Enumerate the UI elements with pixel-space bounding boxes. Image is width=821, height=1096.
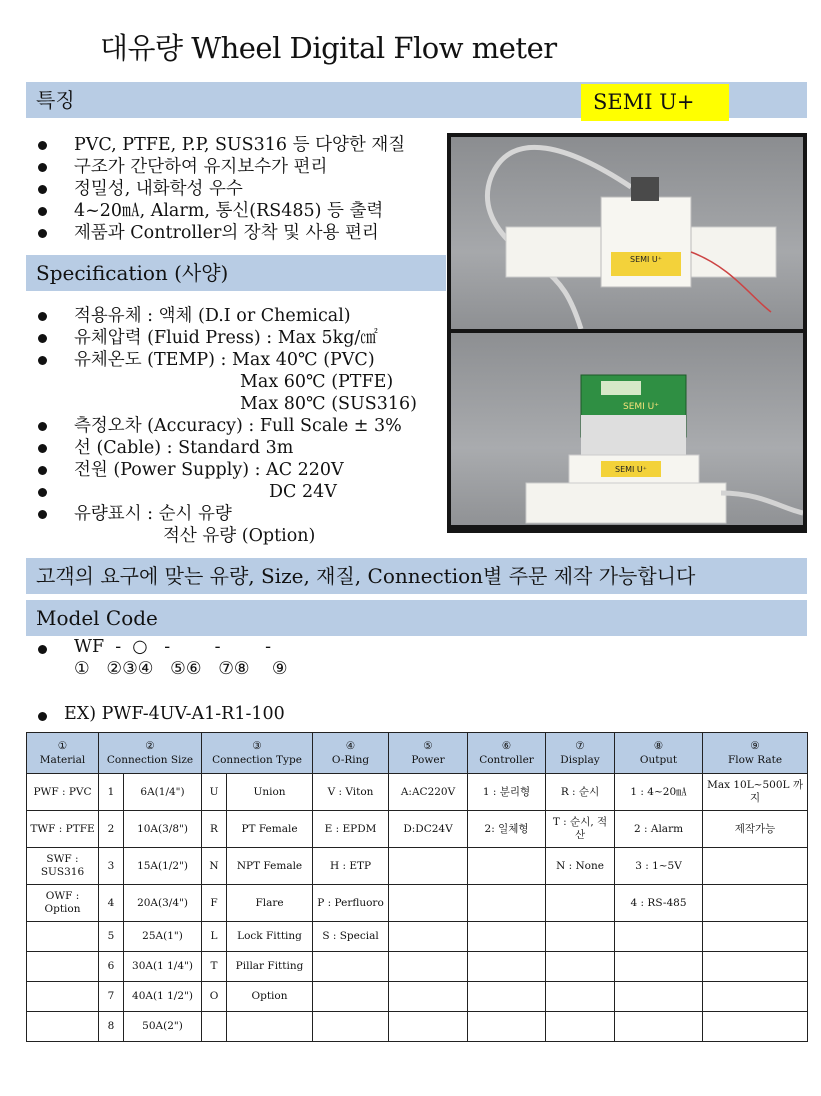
header-label: Material [39, 754, 86, 766]
cell-type-code: O [202, 982, 227, 1012]
cell-type: NPT Female [227, 848, 313, 885]
cell-type-code: U [202, 774, 227, 811]
header-connection-type [202, 733, 313, 774]
header-num: ⑥ [501, 740, 512, 752]
list-item-text: PVC, PTFE, P.P, SUS316 등 다양한 재질 [74, 135, 406, 155]
photo-label-text: SEMI U⁺ [629, 255, 663, 264]
spec-power-dc: DC 24V [269, 482, 337, 502]
cell-o-ring [313, 1012, 389, 1042]
cell-controller [468, 982, 546, 1012]
cell-size: 40A(1 1/2") [124, 982, 202, 1012]
cell-controller [468, 922, 546, 952]
cell-flow-rate [703, 982, 808, 1012]
spec-temp-sus: Max 80℃ (SUS316) [240, 394, 417, 414]
cell-size-code: 3 [99, 848, 124, 885]
cell-size-code: 7 [99, 982, 124, 1012]
header-display [546, 733, 615, 774]
spec-cable: 선 (Cable) : Standard 3m [74, 438, 294, 458]
cell-output [615, 982, 703, 1012]
header-output [615, 733, 703, 774]
cell-size: 20A(3/4") [124, 885, 202, 922]
cell-size-code: 8 [99, 1012, 124, 1042]
features-list [26, 134, 405, 244]
cell-output: 3 : 1~5V [615, 848, 703, 885]
cell-type: Pillar Fitting [227, 952, 313, 982]
cell-size: 10A(3/8") [124, 811, 202, 848]
header-num: ② [145, 740, 155, 752]
bullet-icon [38, 207, 47, 216]
custom-order-text: 고객의 요구에 맞는 유량, Size, 재질, Connection별 주문 제작 가능합니다 [36, 564, 696, 588]
list-item [26, 178, 405, 200]
cell-display: N : None [546, 848, 615, 885]
cell-output [615, 922, 703, 952]
cell-type: Flare [227, 885, 313, 922]
list-item [26, 200, 405, 222]
cell-type-code: N [202, 848, 227, 885]
cell-controller: 2: 일체형 [468, 811, 546, 848]
cell-power [389, 922, 468, 952]
cell-type [227, 1012, 313, 1042]
cell-size-code: 1 [99, 774, 124, 811]
cell-output [615, 1012, 703, 1042]
bullet-icon [38, 488, 47, 497]
cell-type-code: L [202, 922, 227, 952]
spec-display: 유량표시 : 순시 유량 [74, 504, 232, 524]
cell-type-code: F [202, 885, 227, 922]
spec-press: 유체압력 (Fluid Press) : Max 5kg/㎠ [74, 328, 378, 348]
bullet-icon [38, 712, 47, 721]
cell-display [546, 1012, 615, 1042]
cell-type-code: R [202, 811, 227, 848]
model-code-table [26, 732, 808, 1042]
cell-size: 6A(1/4") [124, 774, 202, 811]
cell-type-code [202, 1012, 227, 1042]
cell-flow-rate [703, 885, 808, 922]
header-num: ⑧ [653, 740, 664, 752]
header-label: Connection Type [212, 754, 302, 766]
cell-material: OWF : Option [27, 885, 99, 922]
spec-power: 전원 (Power Supply) : AC 220V [74, 460, 344, 480]
cell-type: Union [227, 774, 313, 811]
table-row [27, 922, 808, 952]
list-item [26, 222, 405, 244]
cell-power [389, 1012, 468, 1042]
cell-type: Option [227, 982, 313, 1012]
cell-material [27, 1012, 99, 1042]
controller-label-text: SEMI U⁺ [622, 402, 660, 412]
spec-temp-ptfe: Max 60℃ (PTFE) [240, 372, 394, 392]
spec-heading [26, 255, 446, 291]
features-heading-label: 특징 [36, 88, 75, 112]
table-row [27, 885, 808, 922]
model-code-positions: ① ②③④ ⑤⑥ ⑦⑧ ⑨ [74, 659, 288, 679]
cell-power [389, 848, 468, 885]
header-label: O-Ring [331, 754, 370, 766]
header-label: Controller [479, 754, 534, 766]
cell-size-code: 5 [99, 922, 124, 952]
cell-material: TWF : PTFE [27, 811, 99, 848]
bullet-icon [38, 466, 47, 475]
list-item [26, 349, 417, 415]
bullet-icon [38, 444, 47, 453]
spec-heading-label: Specification (사양) [36, 261, 229, 285]
header-power [389, 733, 468, 774]
bullet-icon [38, 334, 47, 343]
model-badge: SEMI U+ [581, 84, 729, 121]
cell-o-ring [313, 952, 389, 982]
bullet-icon [38, 645, 47, 654]
cell-flow-rate [703, 922, 808, 952]
cell-flow-rate [703, 1012, 808, 1042]
header-controller [468, 733, 546, 774]
cell-display: R : 순시 [546, 774, 615, 811]
cell-output: 1 : 4~20㎃ [615, 774, 703, 811]
flow-sensor-illustration [451, 137, 803, 329]
cell-display [546, 952, 615, 982]
bullet-icon [38, 163, 47, 172]
cell-output: 2 : Alarm [615, 811, 703, 848]
cell-material [27, 922, 99, 952]
list-item [26, 459, 417, 481]
cell-material: SWF : SUS316 [27, 848, 99, 885]
bullet-icon [38, 356, 47, 365]
cell-o-ring: V : Viton [313, 774, 389, 811]
header-o-ring [313, 733, 389, 774]
cell-controller [468, 1012, 546, 1042]
cell-flow-rate [703, 848, 808, 885]
spec-fluid: 적용유체 : 액체 (D.I or Chemical) [74, 306, 351, 326]
header-label: Connection Size [106, 754, 194, 766]
table-row [27, 848, 808, 885]
cell-o-ring: P : Perfluoro [313, 885, 389, 922]
cell-power [389, 885, 468, 922]
spec-accuracy: 측정오차 (Accuracy) : Full Scale ± 3% [74, 416, 402, 436]
cell-power [389, 982, 468, 1012]
header-label: Flow Rate [727, 754, 783, 766]
header-num: ⑦ [575, 740, 585, 752]
cell-size: 30A(1 1/4") [124, 952, 202, 982]
header-num: ⑤ [423, 740, 433, 752]
table-row [27, 774, 808, 811]
list-item-text: 구조가 간단하여 유지보수가 편리 [74, 157, 328, 177]
header-material [27, 733, 99, 774]
table-row [27, 952, 808, 982]
header-label: Display [560, 754, 600, 766]
model-code-example: EX) PWF-4UV-A1-R1-100 [64, 704, 285, 724]
cell-material [27, 952, 99, 982]
cell-size-code: 6 [99, 952, 124, 982]
cell-display [546, 982, 615, 1012]
list-item [26, 327, 417, 349]
table-header-row [27, 733, 808, 774]
cell-size-code: 2 [99, 811, 124, 848]
cell-size: 25A(1") [124, 922, 202, 952]
cell-flow-rate: 제작가능 [703, 811, 808, 848]
cell-display [546, 922, 615, 952]
spec-list [26, 305, 417, 547]
cell-type: PT Female [227, 811, 313, 848]
cell-controller: 1 : 분리형 [468, 774, 546, 811]
list-item [26, 437, 417, 459]
header-num: ① [57, 740, 68, 752]
cell-flow-rate: Max 10L~500L 까지 [703, 774, 808, 811]
bullet-icon [38, 312, 47, 321]
cell-controller [468, 848, 546, 885]
cell-o-ring [313, 982, 389, 1012]
cell-output [615, 952, 703, 982]
list-item [26, 156, 405, 178]
cell-o-ring: H : ETP [313, 848, 389, 885]
cell-flow-rate [703, 952, 808, 982]
bullet-icon [38, 229, 47, 238]
list-item-text: 제품과 Controller의 장착 및 사용 편리 [74, 223, 379, 243]
cell-size-code: 4 [99, 885, 124, 922]
model-code-heading [26, 600, 807, 636]
photo-label-text-2: SEMI U⁺ [614, 465, 648, 474]
cell-o-ring: S : Special [313, 922, 389, 952]
header-flow-rate [703, 733, 808, 774]
cell-power: D:DC24V [389, 811, 468, 848]
header-connection-size [99, 733, 202, 774]
cell-display [546, 885, 615, 922]
list-item [26, 305, 417, 327]
cell-size: 15A(1/2") [124, 848, 202, 885]
product-photo [447, 133, 807, 533]
cell-display: T : 순시, 적산 [546, 811, 615, 848]
photo-panel-controller [451, 333, 803, 525]
spec-display-total: 적산 유량 (Option) [163, 526, 316, 546]
cell-o-ring: E : EPDM [313, 811, 389, 848]
list-item-text: 정밀성, 내화학성 우수 [74, 179, 243, 199]
table-body [27, 774, 808, 1042]
cell-material [27, 982, 99, 1012]
header-label: Output [639, 754, 678, 766]
model-code-pattern: WF - ○ - - - [74, 637, 271, 657]
list-item-text: 4~20㎃, Alarm, 통신(RS485) 등 출력 [74, 201, 384, 221]
header-num: ③ [252, 740, 262, 752]
cell-output: 4 : RS-485 [615, 885, 703, 922]
table-row [27, 811, 808, 848]
cell-type-code: T [202, 952, 227, 982]
spec-temp: 유체온도 (TEMP) : Max 40℃ (PVC) [74, 350, 375, 370]
bullet-icon [38, 422, 47, 431]
table-row [27, 1012, 808, 1042]
cell-controller [468, 885, 546, 922]
list-item [26, 134, 405, 156]
header-num: ④ [345, 740, 356, 752]
header-label: Power [411, 754, 445, 766]
cell-type: Lock Fitting [227, 922, 313, 952]
photo-panel-sensor [451, 137, 803, 329]
list-item [26, 481, 417, 503]
page-title: 대유량 Wheel Digital Flow meter [100, 31, 557, 65]
header-num: ⑨ [750, 740, 760, 752]
table-row [27, 982, 808, 1012]
model-code-heading-label: Model Code [36, 606, 158, 630]
controller-illustration [451, 333, 803, 525]
list-item [26, 503, 417, 547]
cell-power: A:AC220V [389, 774, 468, 811]
cell-power [389, 952, 468, 982]
bullet-icon [38, 510, 47, 519]
cell-controller [468, 952, 546, 982]
cell-material: PWF : PVC [27, 774, 99, 811]
custom-order-banner [26, 558, 807, 594]
bullet-icon [38, 141, 47, 150]
cell-size: 50A(2") [124, 1012, 202, 1042]
list-item [26, 415, 417, 437]
bullet-icon [38, 185, 47, 194]
